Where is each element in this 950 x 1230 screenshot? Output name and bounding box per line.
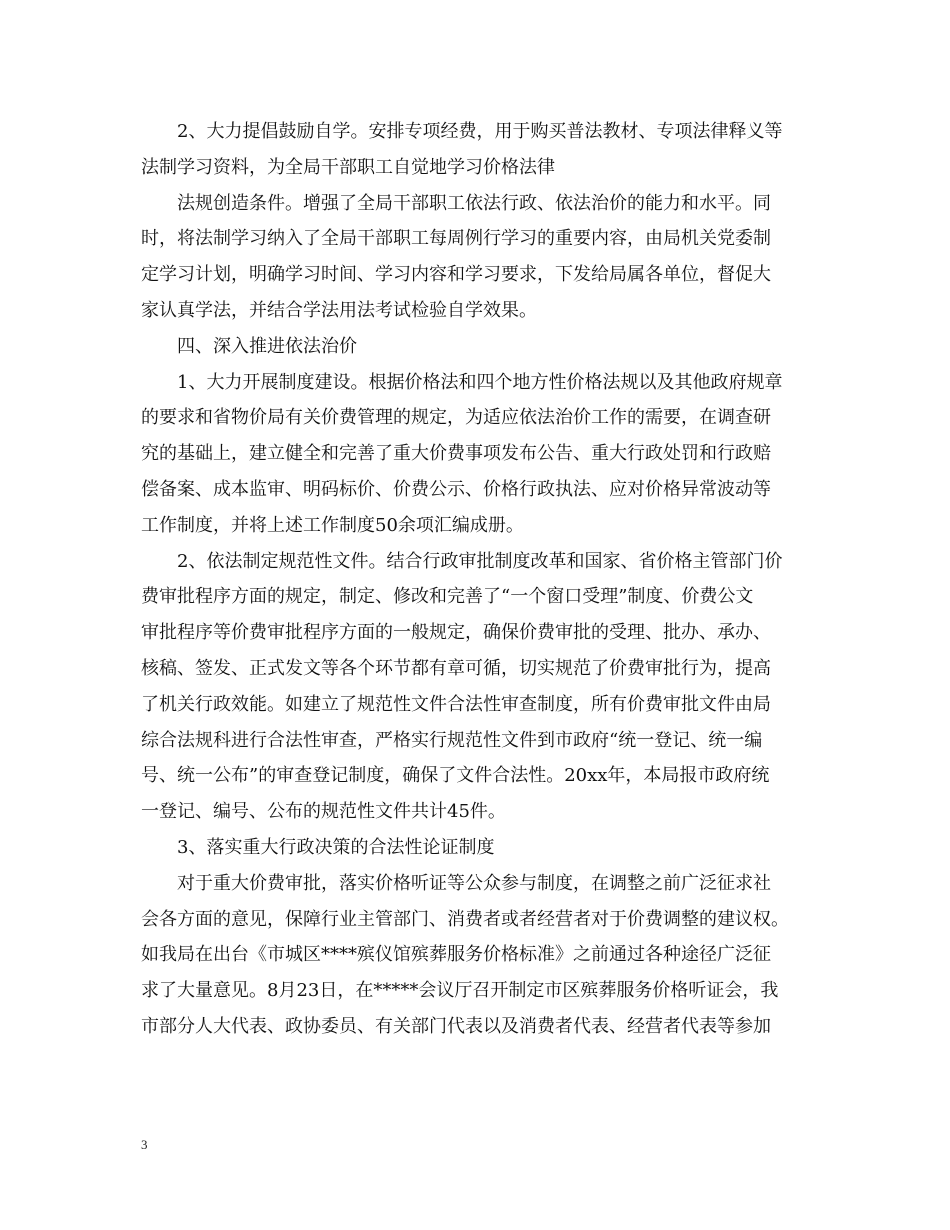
text-line: 了机关行政效能。如建立了规范性文件合法性审查制度，所有价费审批文件由局 xyxy=(141,693,771,715)
text-line: 时，将法制学习纳入了全局干部职工每周例行学习的重要内容，由局机关党委制 xyxy=(141,228,771,250)
text-line: 审批程序等价费审批程序方面的一般规定，确保价费审批的受理、批办、承办、 xyxy=(141,622,771,644)
text-line: 究的基础上，建立健全和完善了重大价费事项发布公告、重大行政处罚和行政赔 xyxy=(141,443,771,465)
text-line: 法规创造条件。增强了全局干部职工依法行政、依法治价的能力和水平。同 xyxy=(177,192,771,214)
text-line: 法制学习资料，为全局干部职工自觉地学习价格法律 xyxy=(141,156,555,178)
text-line: 费审批程序方面的规定，制定、修改和完善了“一个窗口受理”制度、价费公文 xyxy=(141,586,754,608)
text-line: 1、大力开展制度建设。根据价格法和四个地方性价格法规以及其他政府规章 xyxy=(177,371,783,393)
text-line: 的要求和省物价局有关价费管理的规定，为适应依法治价工作的需要，在调查研 xyxy=(141,407,771,429)
text-line: 一登记、编号、公布的规范性文件共计45件。 xyxy=(141,801,506,823)
page-number: 3 xyxy=(141,1137,148,1152)
text-line: 号、统一公布”的审查登记制度，确保了文件合法性。20xx年，本局报市政府统 xyxy=(141,765,770,787)
text-line: 会各方面的意见，保障行业主管部门、消费者或者经营者对于价费调整的建议权。 xyxy=(141,908,789,930)
text-line: 核稿、签发、正式发文等各个环节都有章可循，切实规范了价费审批行为，提高 xyxy=(141,657,771,679)
text-line: 2、依法制定规范性文件。结合行政审批制度改革和国家、省价格主管部门价 xyxy=(177,550,783,572)
document-body xyxy=(141,114,809,1045)
text-line: 定学习计划，明确学习时间、学习内容和学习要求，下发给局属各单位，督促大 xyxy=(141,264,771,286)
text-line: 家认真学法，并结合学法用法考试检验自学效果。 xyxy=(141,299,537,321)
text-line: 2、大力提倡鼓励自学。安排专项经费，用于购买普法教材、专项法律释义等 xyxy=(177,121,783,142)
text-line: 如我局在出台《市城区****殡仪馆殡葬服务价格标准》之前通过各种途径广泛征 xyxy=(141,944,771,966)
text-line: 四、深入推进依法治价 xyxy=(177,335,357,357)
text-line: 市部分人大代表、政协委员、有关部门代表以及消费者代表、经营者代表等参加 xyxy=(141,1015,771,1037)
text-line: 3、落实重大行政决策的合法性论证制度 xyxy=(177,836,495,858)
text-line: 求了大量意见。8月23日，在*****会议厅召开制定市区殡葬服务价格听证会，我 xyxy=(141,980,779,1002)
text-line: 偿备案、成本监审、明码标价、价费公示、价格行政执法、应对价格异常波动等 xyxy=(141,478,771,500)
text-line: 工作制度，并将上述工作制度50余项汇编成册。 xyxy=(141,514,524,536)
text-line: 对于重大价费审批，落实价格听证等公众参与制度，在调整之前广泛征求社 xyxy=(177,872,771,894)
text-line: 综合法规科进行合法性审查，严格实行规范性文件到市政府“统一登记、统一编 xyxy=(141,729,763,751)
